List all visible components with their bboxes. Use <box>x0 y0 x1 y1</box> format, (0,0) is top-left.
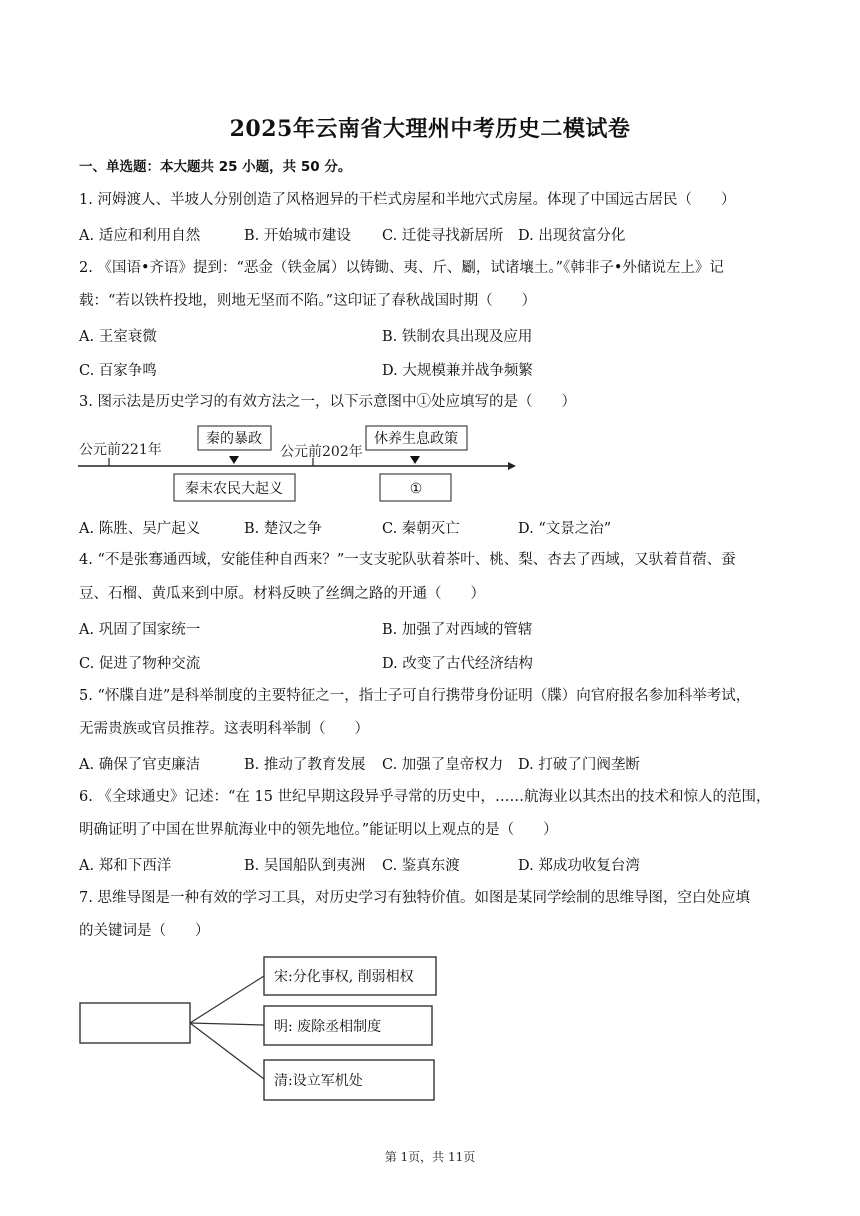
q6-option-c: C. 鉴真东渡 <box>382 858 460 874</box>
box-recuperation-policy-label: 休养生息政策 <box>374 431 458 447</box>
q2-option-a: A. 王室衰微 <box>79 329 157 345</box>
q2-option-d: D. 大规模兼并战争频繁 <box>382 363 533 379</box>
section-heading: 一、单选题：本大题共 25 小题，共 50 分。 <box>79 159 352 175</box>
question-5-stem-line1: 5. “怀牒自进”是科举制度的主要特征之一，指士子可自行携带身份证明（牒）向官府报名参加科举考试， <box>79 688 751 704</box>
box-qin-tyranny-label: 秦的暴政 <box>206 431 262 447</box>
year-221bc-label: 公元前221年 <box>79 442 162 458</box>
mindmap-branch-ming-label: 明: 废除丞相制度 <box>274 1019 382 1035</box>
question-4-stem-line1: 4. “不是张骞通西域，安能佳种自西来？”一支支驼队驮着茶叶、桃、梨、杏去了西域，又驮着苜蓿、蚕 <box>79 552 736 568</box>
q2-option-b: B. 铁制农具出现及应用 <box>382 329 533 345</box>
page-footer: 第 1页，共 11页 <box>384 1150 476 1164</box>
box-peasant-uprising-label: 秦末农民大起义 <box>185 481 283 497</box>
question-5-stem-line2: 无需贵族或官员推荐。这表明科举制（ ） <box>79 721 369 737</box>
mindmap-diagram <box>78 955 440 1105</box>
question-3-stem: 3. 图示法是历史学习的有效方法之一，以下示意图中①处应填写的是（ ） <box>79 394 576 410</box>
question-4-stem-line2: 豆、石榴、黄瓜来到中原。材料反映了丝绸之路的开通（ ） <box>79 586 485 602</box>
q1-option-c: C. 迁徙寻找新居所 <box>382 228 504 244</box>
question-6-stem-line2: 明确证明了中国在世界航海业中的领先地位。”能证明以上观点的是（ ） <box>79 822 558 838</box>
q4-option-c: C. 促进了物种交流 <box>79 656 201 672</box>
mindmap-connector-2 <box>190 1023 264 1025</box>
q1-option-a: A. 适应和利用自然 <box>79 228 201 244</box>
q3-option-d: D. “文景之治” <box>518 521 612 537</box>
q5-option-a: A. 确保了官吏廉洁 <box>79 757 201 773</box>
page-title: 2025年云南省大理州中考历史二模试卷 <box>229 116 631 142</box>
q5-option-d: D. 打破了门阀垄断 <box>518 757 640 773</box>
mindmap-connector-1 <box>190 976 264 1023</box>
q6-option-d: D. 郑成功收复台湾 <box>518 858 640 874</box>
q1-option-b: B. 开始城市建设 <box>244 228 351 244</box>
mindmap-blank-root <box>80 1003 190 1043</box>
q1-option-d: D. 出现贫富分化 <box>518 228 626 244</box>
question-2-stem-line2: 载：“若以铁杵投地，则地无坚而不陷。”这印证了春秋战国时期（ ） <box>79 293 537 309</box>
question-7-stem-line2: 的关键词是（ ） <box>79 923 210 939</box>
mindmap-connector-3 <box>190 1023 264 1079</box>
year-202bc-label: 公元前202年 <box>280 444 363 460</box>
q3-option-a: A. 陈胜、吴广起义 <box>79 521 201 537</box>
question-6-stem-line1: 6. 《全球通史》记述：“在 15 世纪早期这段异乎寻常的历史中，……航海业以其杰出的技术和惊人的范围， <box>79 789 771 805</box>
q2-option-c: C. 百家争鸣 <box>79 363 157 379</box>
q4-option-b: B. 加强了对西域的管辖 <box>382 622 533 638</box>
q6-option-a: A. 郑和下西洋 <box>79 858 172 874</box>
q4-option-d: D. 改变了古代经济结构 <box>382 656 533 672</box>
timeline-diagram <box>76 424 526 508</box>
box-blank-1-label: ① <box>409 481 423 497</box>
q5-option-c: C. 加强了皇帝权力 <box>382 757 504 773</box>
timeline-arrowhead <box>508 462 516 470</box>
arrow-down-1 <box>229 456 239 464</box>
arrow-down-2 <box>410 456 420 464</box>
question-7-stem-line1: 7. 思维导图是一种有效的学习工具，对历史学习有独特价值。如图是某同学绘制的思维导图，空白处应填 <box>79 890 750 906</box>
mindmap-branch-qing-label: 清:设立军机处 <box>274 1073 363 1089</box>
q4-option-a: A. 巩固了国家统一 <box>79 622 201 638</box>
q5-option-b: B. 推动了教育发展 <box>244 757 366 773</box>
q6-option-b: B. 吴国船队到夷洲 <box>244 858 366 874</box>
mindmap-branch-song-label: 宋:分化事权, 削弱相权 <box>274 969 414 985</box>
q3-option-b: B. 楚汉之争 <box>244 521 322 537</box>
question-2-stem-line1: 2. 《国语•齐语》提到：“恶金（铁金属）以铸锄、夷、斤、劚，试诸壤土。”《韩非子•外储说左上》记 <box>79 260 724 276</box>
q3-option-c: C. 秦朝灭亡 <box>382 521 460 537</box>
question-1-stem: 1. 河姆渡人、半坡人分别创造了风格迥异的干栏式房屋和半地穴式房屋。体现了中国远古居民（ ） <box>79 192 736 208</box>
